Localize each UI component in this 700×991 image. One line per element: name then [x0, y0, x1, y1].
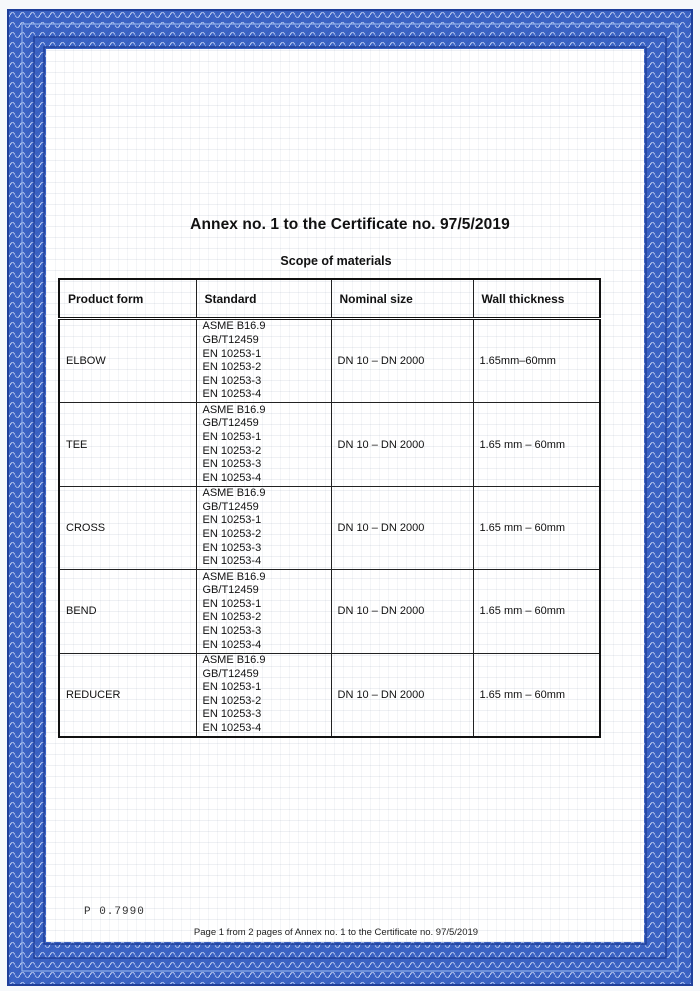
standard-item: EN 10253-2 — [202, 444, 262, 457]
standard-item: EN 10253-2 — [202, 694, 262, 707]
standard-item: GB/T12459 — [202, 334, 259, 346]
standard-item: EN 10253-4 — [202, 638, 262, 651]
standard-cell — [196, 486, 331, 569]
nominal-size-cell: DN 10 – DN 2000 — [331, 486, 473, 569]
standard-item: EN 10253-1 — [202, 597, 262, 610]
standard-item: EN 10253-2 — [202, 527, 262, 540]
header-nominal-size: Nominal size — [331, 279, 473, 319]
standard-item: EN 10253-2 — [202, 361, 262, 374]
standard-cell — [196, 403, 331, 486]
standard-item: EN 10253-4 — [202, 555, 262, 568]
standard-item: EN 10253-3 — [202, 541, 262, 554]
standard-item: EN 10253-4 — [202, 388, 262, 401]
wall-thickness-cell: 1.65 mm – 60mm — [473, 403, 600, 486]
standard-item: EN 10253-4 — [202, 721, 262, 734]
document-code: P 0.7990 — [84, 906, 145, 918]
header-wall-thickness: Wall thickness — [473, 279, 600, 319]
product-form-cell: TEE — [59, 403, 196, 486]
standard-item: ASME B16.9 — [202, 570, 266, 583]
document-title: Annex no. 1 to the Certificate no. 97/5/2019 — [190, 216, 510, 233]
standard-item: EN 10253-1 — [202, 514, 262, 527]
nominal-size-cell: DN 10 – DN 2000 — [331, 653, 473, 737]
standard-item: EN 10253-3 — [202, 624, 262, 637]
product-form-cell: CROSS — [59, 486, 196, 569]
wall-thickness-cell: 1.65 mm – 60mm — [473, 486, 600, 569]
table-row — [59, 319, 600, 403]
product-form-cell: ELBOW — [59, 319, 196, 403]
scope-table — [58, 278, 601, 738]
table-row — [59, 486, 600, 569]
standard-item: EN 10253-1 — [202, 681, 262, 694]
header-product-form: Product form — [59, 279, 196, 319]
product-form-cell: REDUCER — [59, 653, 196, 737]
standard-item: EN 10253-3 — [202, 374, 262, 387]
standard-item: ASME B16.9 — [202, 403, 266, 416]
nominal-size-cell: DN 10 – DN 2000 — [331, 403, 473, 486]
wall-thickness-cell: 1.65mm–60mm — [473, 319, 600, 403]
standard-item: EN 10253-3 — [202, 458, 262, 471]
page-footer: Page 1 from 2 pages of Annex no. 1 to the Certificate no. 97/5/2019 — [193, 927, 479, 938]
standard-item: EN 10253-1 — [202, 347, 262, 360]
standard-item: ASME B16.9 — [202, 320, 266, 333]
standard-item: ASME B16.9 — [202, 654, 266, 666]
standard-cell — [196, 319, 331, 403]
table-row — [59, 403, 600, 486]
standard-item: GB/T12459 — [202, 500, 259, 513]
standard-cell — [196, 570, 331, 653]
table-header-row — [59, 279, 600, 319]
document-subtitle: Scope of materials — [280, 254, 392, 268]
header-standard: Standard — [196, 279, 331, 319]
wall-thickness-cell: 1.65 mm – 60mm — [473, 653, 600, 737]
standard-cell — [196, 653, 331, 737]
product-form-cell: BEND — [59, 570, 196, 653]
nominal-size-cell: DN 10 – DN 2000 — [331, 570, 473, 653]
standard-item: GB/T12459 — [202, 667, 259, 680]
wall-thickness-cell: 1.65 mm – 60mm — [473, 570, 600, 653]
standard-item: EN 10253-2 — [202, 611, 262, 624]
nominal-size-cell: DN 10 – DN 2000 — [331, 319, 473, 403]
table-row — [59, 653, 600, 737]
standard-item: EN 10253-1 — [202, 430, 262, 443]
standard-item: EN 10253-3 — [202, 708, 262, 721]
table-row — [59, 570, 600, 653]
standard-item: EN 10253-4 — [202, 471, 262, 484]
standard-item: GB/T12459 — [202, 417, 259, 430]
standard-item: GB/T12459 — [202, 584, 259, 597]
standard-item: ASME B16.9 — [202, 487, 266, 500]
